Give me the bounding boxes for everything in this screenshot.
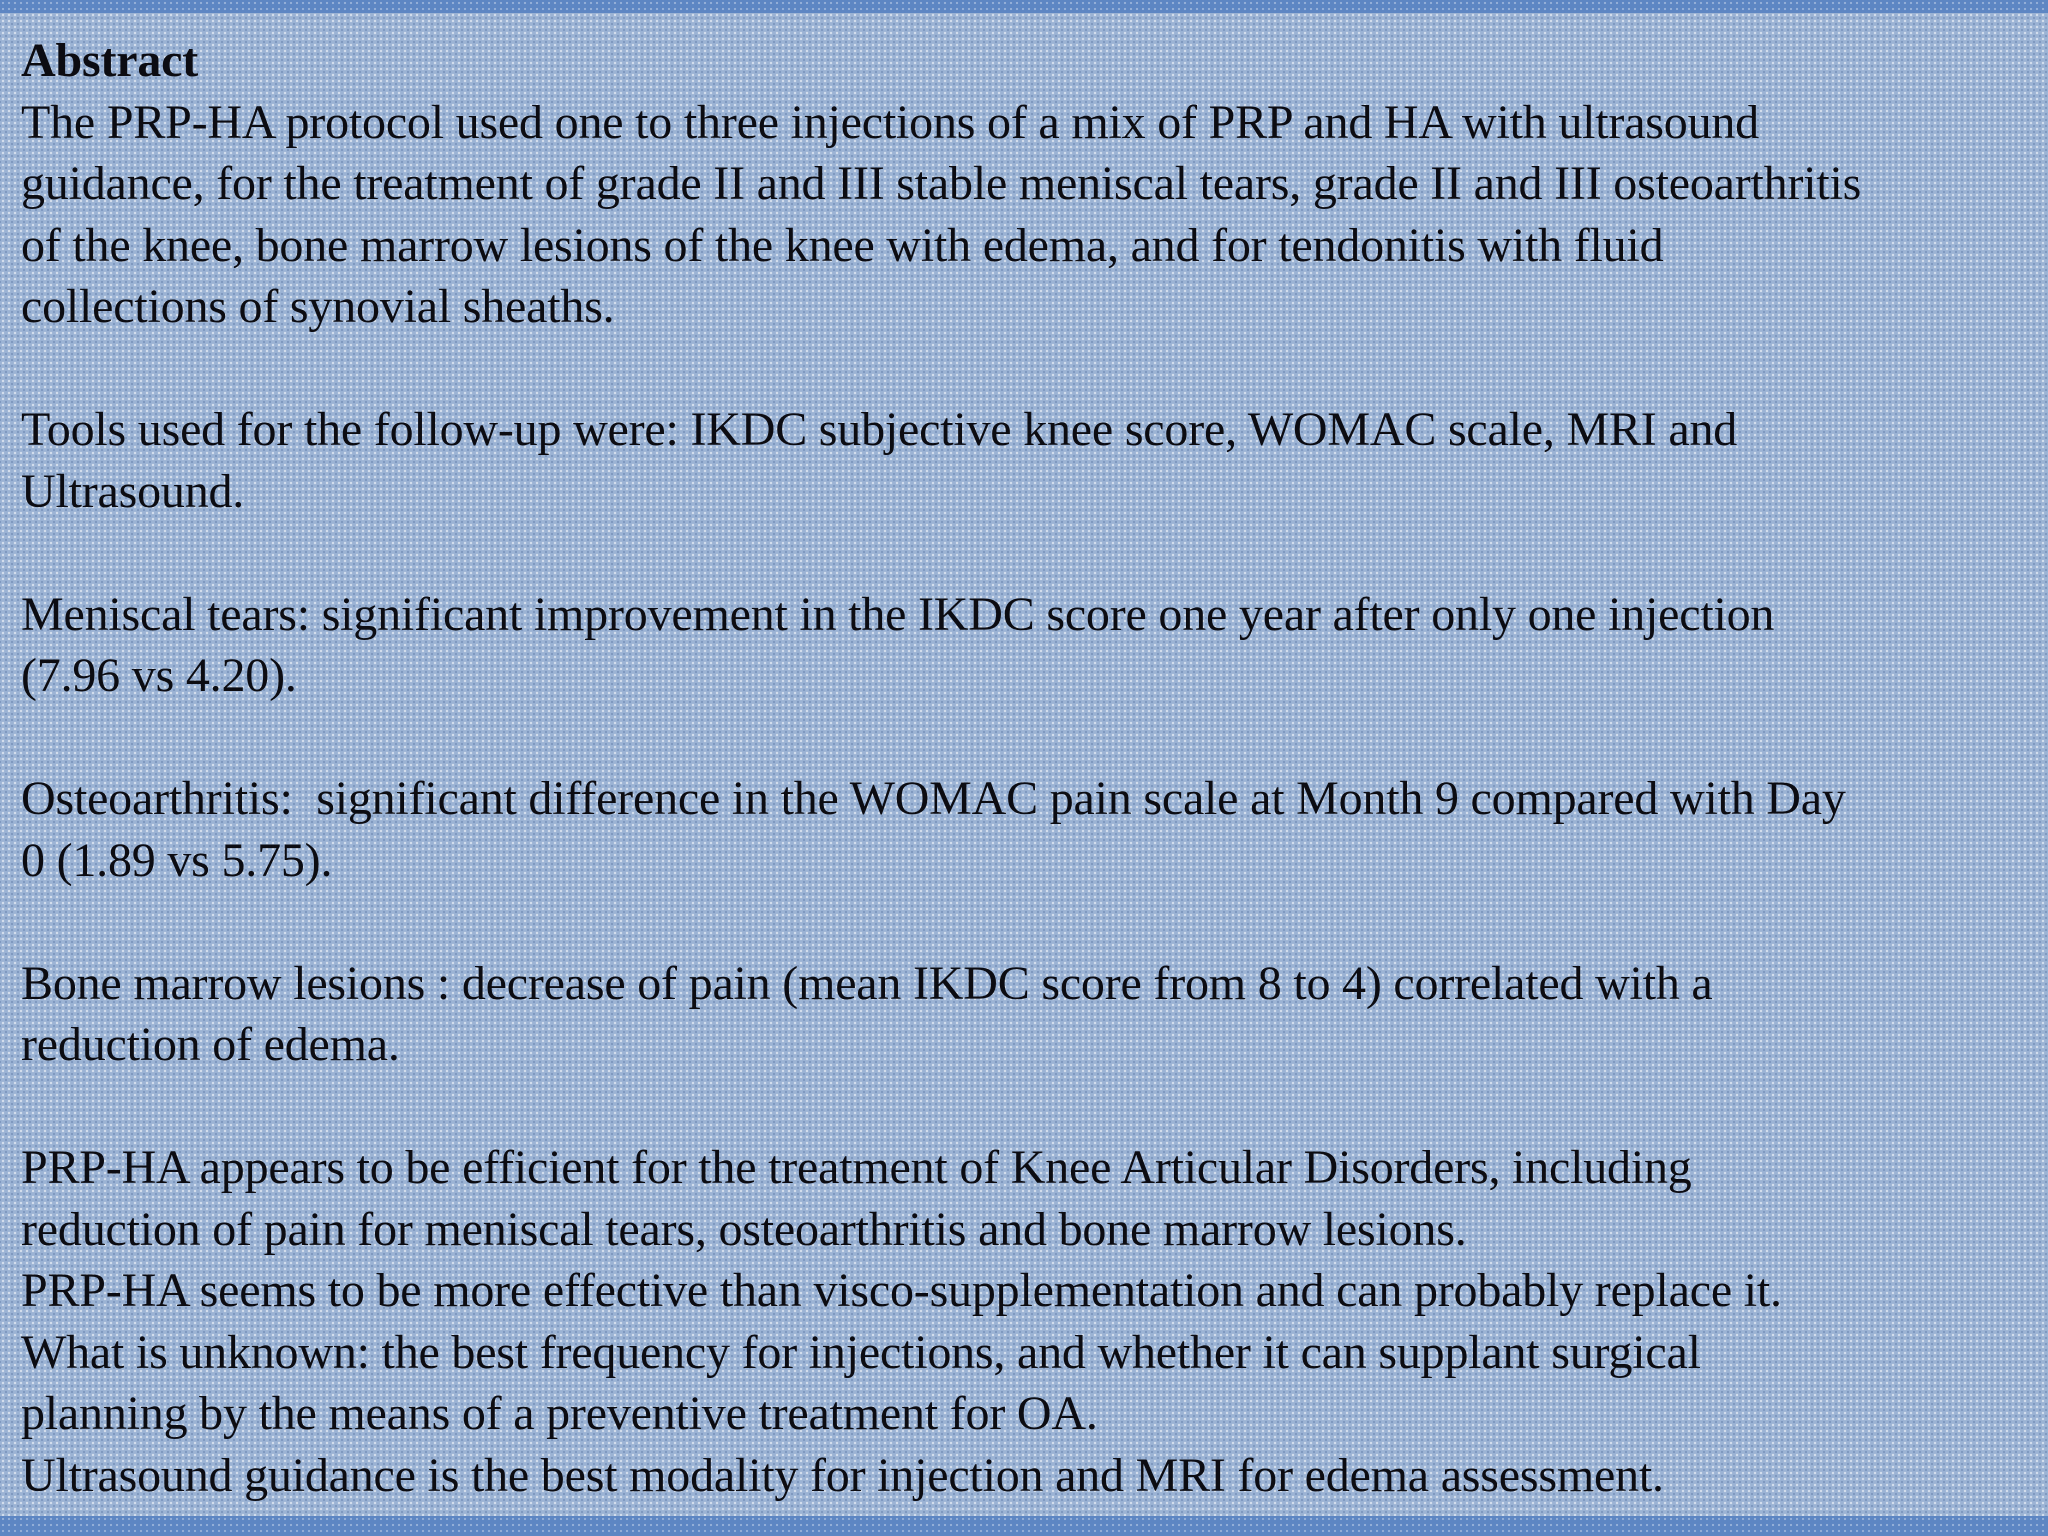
text-line: The PRP-HA protocol used one to three injections of a mix of PRP and HA with ultrasound <box>21 95 1759 149</box>
text-line: reduction of pain for meniscal tears, osteoarthritis and bone marrow lesions. <box>21 1202 1467 1256</box>
paragraph-osteoarthritis <box>21 768 2036 891</box>
top-border-band <box>0 0 2048 13</box>
text-line: reduction of edema. <box>21 1018 400 1071</box>
paragraph-bone-marrow-lesions <box>21 953 2036 1076</box>
paragraph-protocol <box>21 92 2036 338</box>
abstract-document <box>21 30 2036 1506</box>
paragraph-meniscal-tears <box>21 584 2036 707</box>
text-line: (7.96 vs 4.20). <box>21 649 297 702</box>
text-line: guidance, for the treatment of grade II and III stable meniscal tears, grade II and III osteoarthritis <box>21 157 1862 210</box>
text-line: 0 (1.89 vs 5.75). <box>21 833 333 887</box>
text-line: of the knee, bone marrow lesions of the knee with edema, and for tendonitis with fluid <box>21 218 1664 272</box>
text-line: Osteoarthritis: significant difference in the WOMAC pain scale at Month 9 compared with Day <box>21 772 1846 825</box>
text-line: Bone marrow lesions : decrease of pain (mean IKDC score from 8 to 4) correlated with a <box>21 956 1713 1010</box>
text-line: What is unknown: the best frequency for injections, and whether it can supplant surgical <box>21 1325 1701 1379</box>
text-line: Tools used for the follow-up were: IKDC subjective knee score, WOMAC scale, MRI and <box>21 403 1738 456</box>
paragraph-conclusion <box>21 1137 2036 1506</box>
bottom-border-band <box>0 1516 2048 1536</box>
text-line: Ultrasound guidance is the best modality for injection and MRI for edema assessment. <box>21 1448 1664 1502</box>
text-line: Meniscal tears: significant improvement in the IKDC score one year after only one injection <box>21 587 1775 641</box>
paragraph-tools <box>21 399 2036 522</box>
text-line: PRP-HA seems to be more effective than visco-supplementation and can probably replace it. <box>21 1264 1782 1317</box>
text-line: PRP-HA appears to be efficient for the treatment of Knee Articular Disorders, including <box>21 1141 1692 1194</box>
text-line: planning by the means of a preventive treatment for OA. <box>21 1387 1098 1440</box>
text-line: Ultrasound. <box>21 464 245 518</box>
text-line: collections of synovial sheaths. <box>21 280 615 333</box>
abstract-title: Abstract <box>21 34 199 87</box>
